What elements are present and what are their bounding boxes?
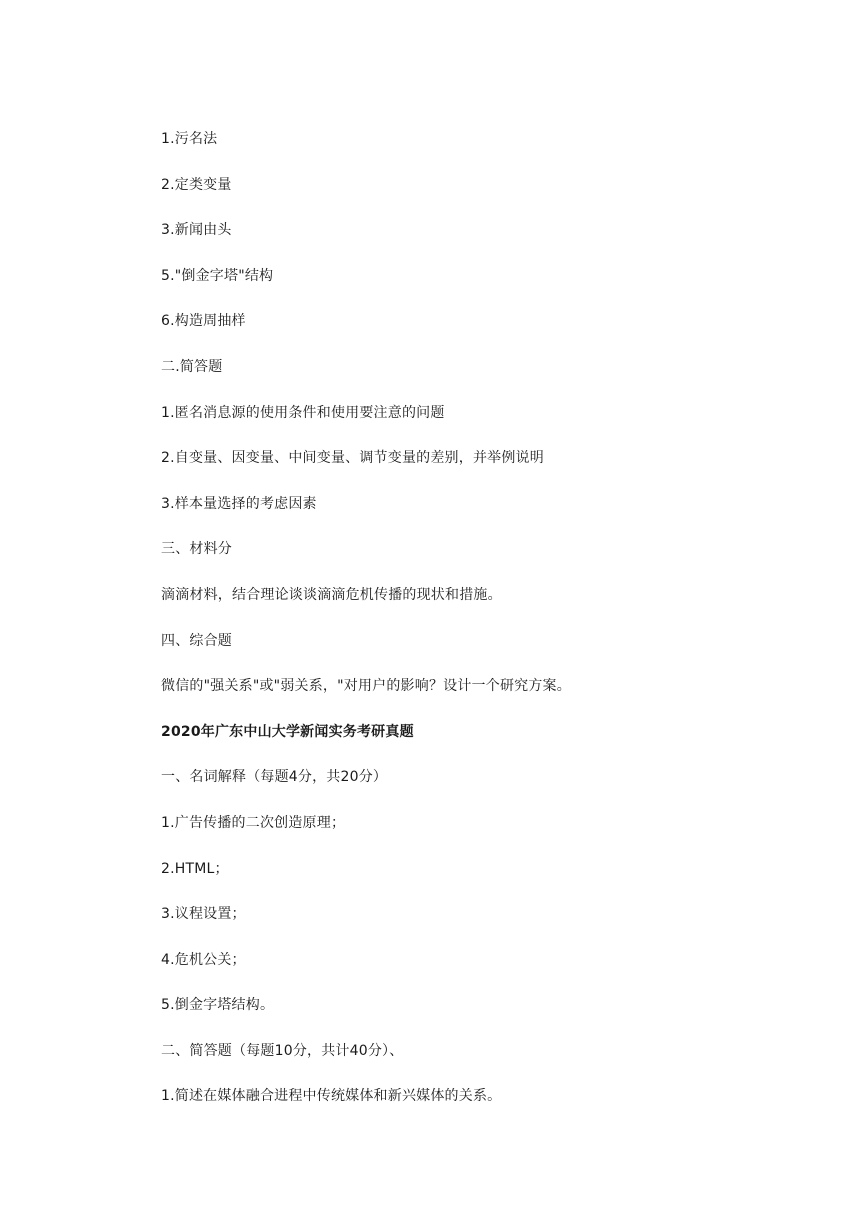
text-line: 1.污名法 <box>161 131 218 147</box>
section-heading: 二.简答题 <box>161 358 223 375</box>
document-title: 2020年广东中山大学新闻实务考研真题 <box>161 723 414 740</box>
text-line: 3.样本量选择的考虑因素 <box>161 495 317 512</box>
text-line: 1.匿名消息源的使用条件和使用要注意的问题 <box>161 404 445 421</box>
text-line: 2.定类变量 <box>161 176 232 193</box>
section-heading: 一、名词解释（每题4分，共20分） <box>161 769 388 786</box>
section-heading: 二、简答题（每题10分，共计40分）、 <box>161 1042 404 1059</box>
text-line: 3.议程设置； <box>161 906 246 923</box>
text-line: 滴滴材料，结合理论谈谈滴滴危机传播的现状和措施。 <box>161 586 502 603</box>
text-line: 微信的"强关系"或"弱关系，"对用户的影响？设计一个研究方案。 <box>161 678 571 695</box>
text-line: 1.简述在媒体融合进程中传统媒体和新兴媒体的关系。 <box>161 1088 502 1105</box>
text-line: 3.新闻由头 <box>161 222 232 239</box>
text-line: 5.倒金字塔结构。 <box>161 997 275 1014</box>
text-line: 2.HTML； <box>161 860 229 877</box>
text-line: 2.自变量、因变量、中间变量、调节变量的差别，并举例说明 <box>161 450 544 467</box>
text-line: 4.危机公关； <box>161 951 246 968</box>
section-heading: 四、综合题 <box>161 632 232 649</box>
text-line: 6.构造周抽样 <box>161 313 246 330</box>
section-heading: 三、材料分 <box>161 541 232 558</box>
text-line: 5."倒金字塔"结构 <box>161 267 274 284</box>
text-line: 1.广告传播的二次创造原理； <box>161 814 346 831</box>
